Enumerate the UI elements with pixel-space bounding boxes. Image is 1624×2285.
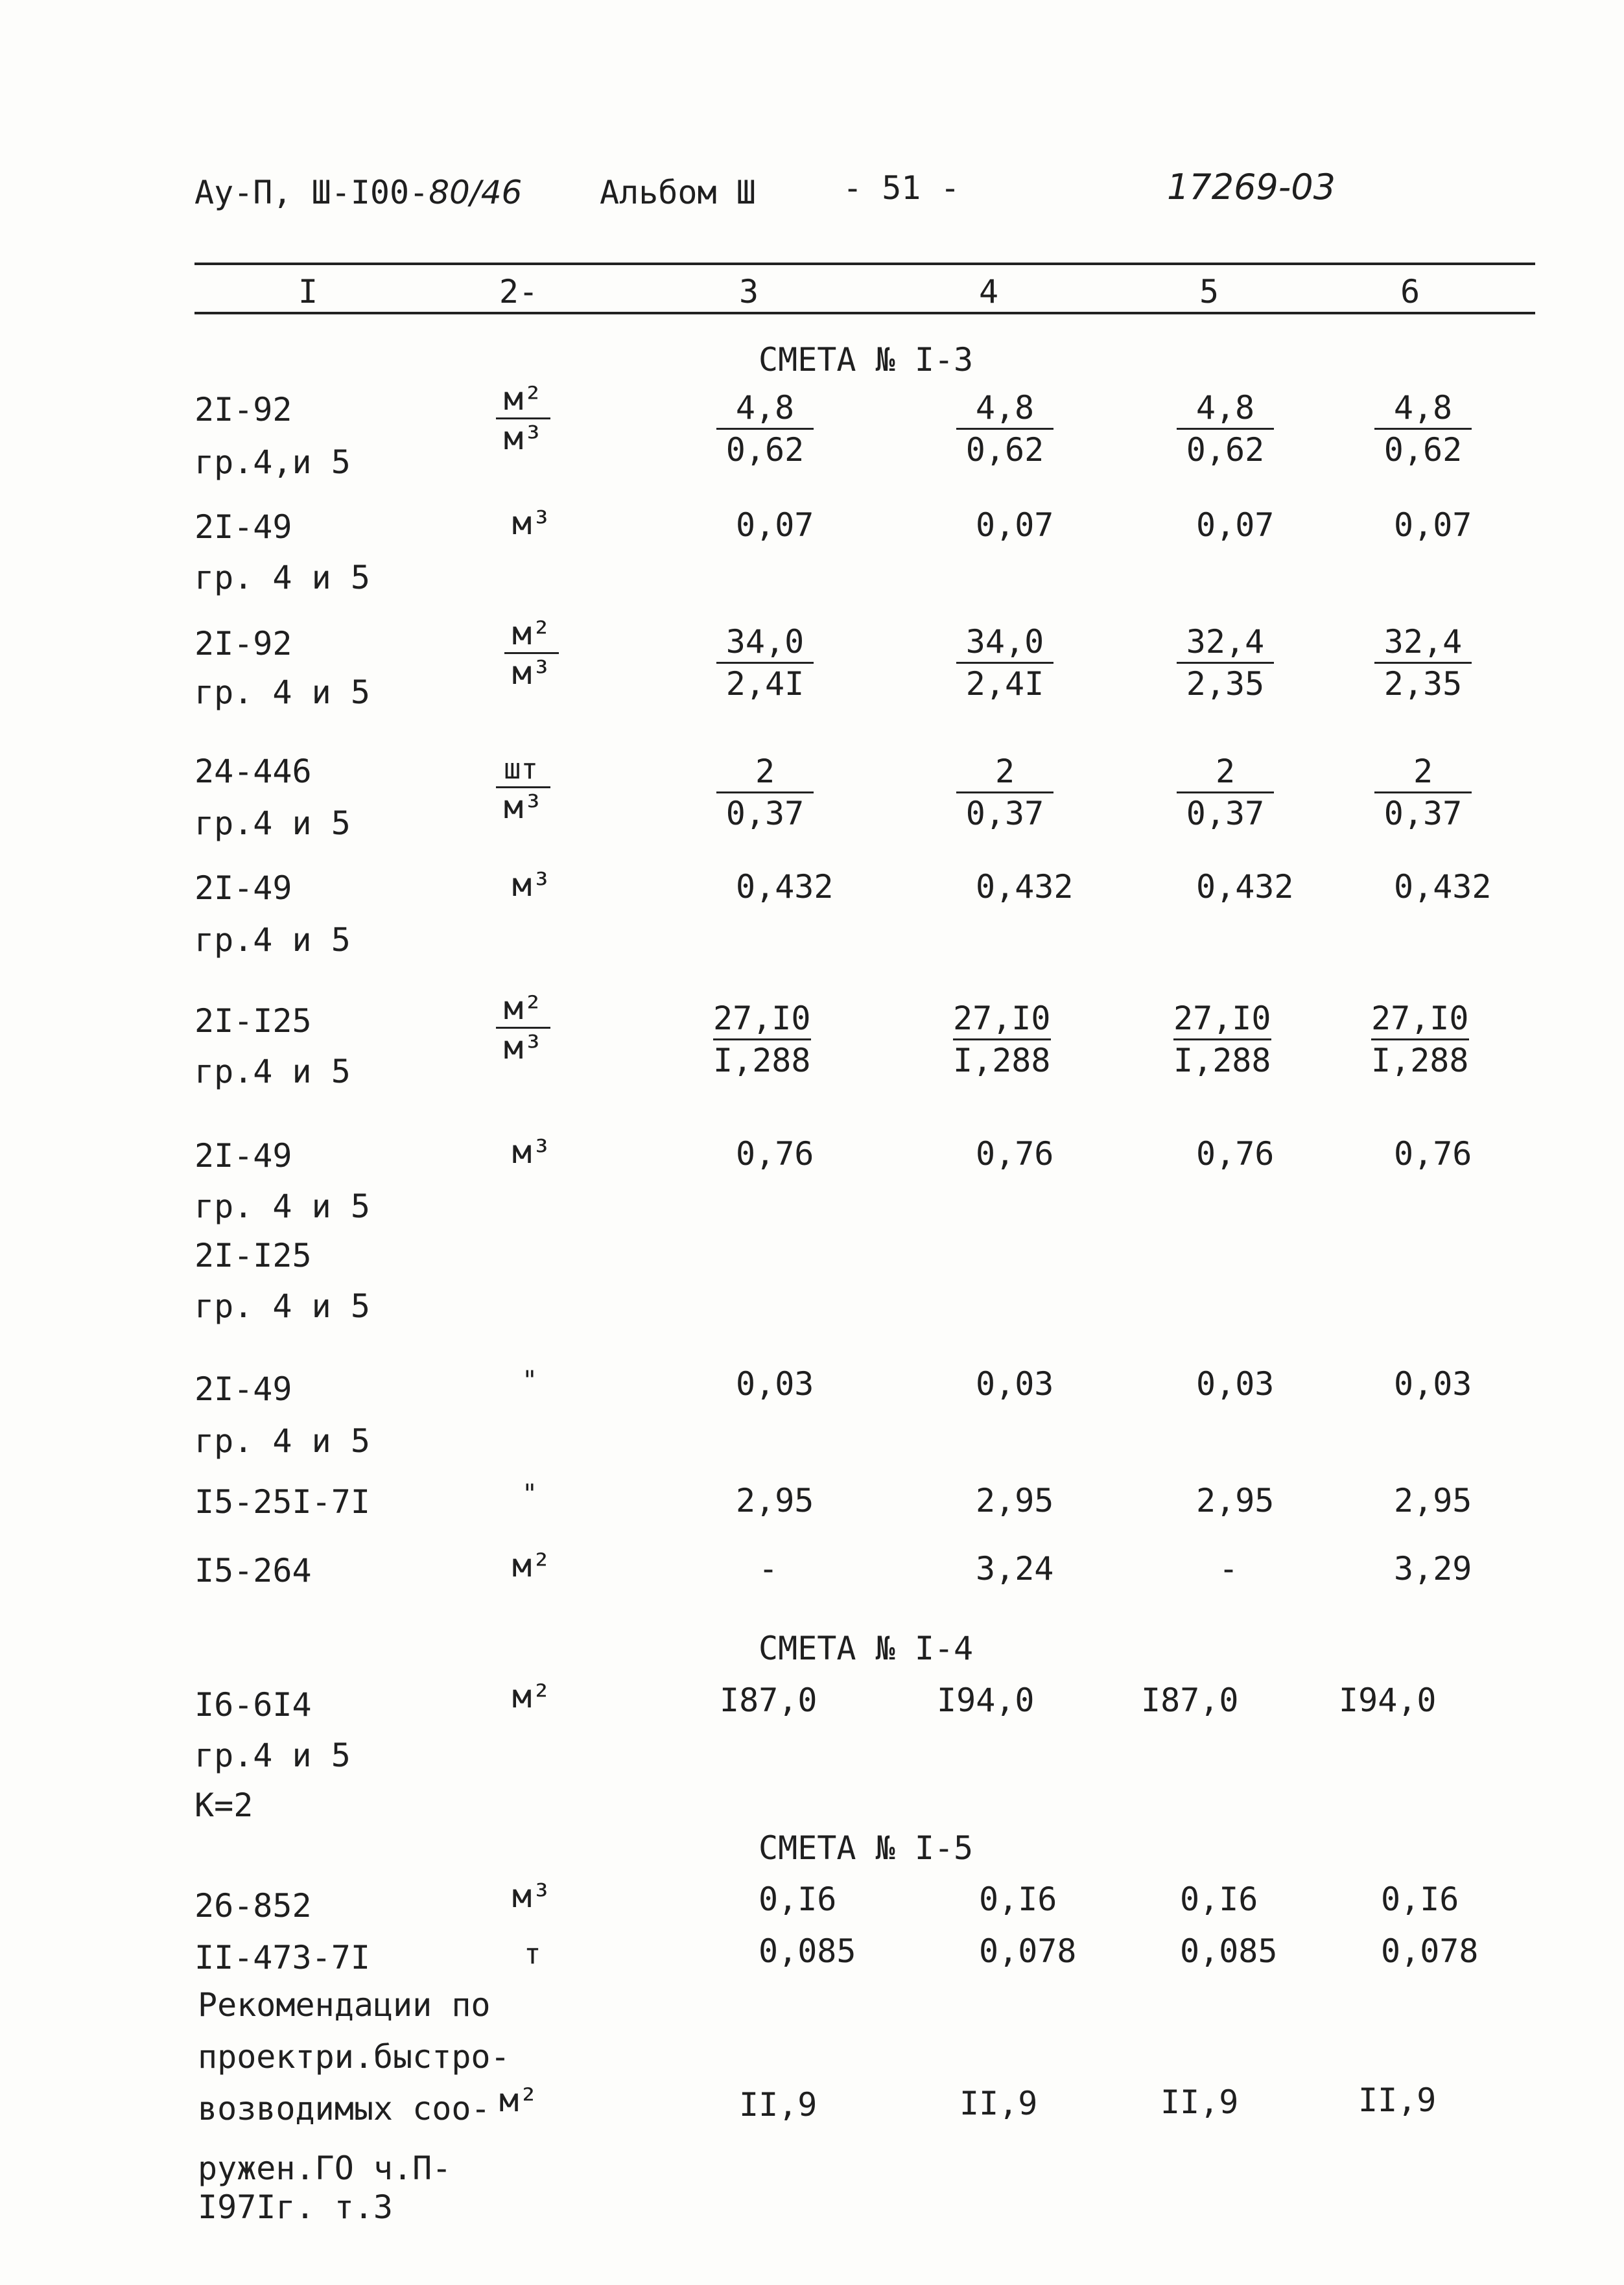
row-6-col4 [953, 1002, 1051, 1077]
section-title-smeta-1-4: СМЕТА № I-4 [759, 1630, 974, 1667]
row-7-col4: 0,76 [976, 1135, 1054, 1173]
row-1-col6-den: 0,62 [1383, 431, 1463, 469]
row-6-col6 [1371, 1002, 1469, 1077]
row-11-unit: м² [512, 1678, 552, 1715]
row-11-coefficient: К=2 [194, 1787, 253, 1824]
row-3-code: 2I-92 [194, 625, 292, 662]
row-13-col5: 0,085 [1180, 1932, 1278, 1970]
row-4-col5-den: 0,37 [1186, 795, 1265, 832]
doc-ref-handwritten: 80/46 [429, 174, 523, 211]
row-6-col5-den: I,288 [1173, 1042, 1271, 1079]
row-14-unit: м² [499, 2081, 539, 2119]
row-3-unit-num: м² [504, 617, 559, 654]
row-4-col4-den: 0,37 [965, 795, 1044, 832]
row-5-col3: 0,432 [736, 868, 834, 906]
document-code: 17269-03 [1167, 167, 1336, 207]
row-6-col6-num: 27,I0 [1371, 1002, 1469, 1040]
row-12-col3: 0,I6 [759, 1881, 837, 1918]
row-7-group: гр. 4 и 5 [194, 1188, 370, 1225]
row-6-col5-num: 27,I0 [1173, 1002, 1271, 1040]
row-5-col4: 0,432 [976, 868, 1074, 906]
row-3-unit-den: м³ [512, 654, 552, 692]
row-4-col5-num: 2 [1177, 755, 1274, 793]
row-13-col4: 0,078 [979, 1932, 1077, 1970]
row-2-col6: 0,07 [1394, 506, 1472, 544]
row-4-unit [496, 753, 550, 826]
row-6-unit [496, 989, 550, 1066]
row-8-group: гр. 4 и 5 [194, 1422, 370, 1460]
row-8-col6: 0,03 [1394, 1365, 1472, 1403]
row-4-col6-num: 2 [1374, 755, 1472, 793]
row-1-unit-num: м² [496, 382, 550, 419]
row-7-code: 2I-49 [194, 1137, 292, 1175]
row-14-col3: II,9 [739, 2086, 818, 2124]
row-6-col6-den: I,288 [1371, 1042, 1469, 1079]
row-4-code: 24-446 [194, 753, 312, 790]
row-14-line-5: I97Iг. т.3 [198, 2188, 394, 2226]
row-14-line-2: проектри.быстро- [198, 2038, 510, 2076]
row-4-col3-den: 0,37 [725, 795, 805, 832]
row-4-col4-num: 2 [956, 755, 1053, 793]
row-2-group: гр. 4 и 5 [194, 559, 370, 596]
row-9-col6: 2,95 [1394, 1482, 1472, 1519]
row-1-col3-num: 4,8 [716, 392, 814, 430]
row-1-group: гр.4,и 5 [194, 443, 351, 481]
row-1-col4-den: 0,62 [965, 431, 1044, 469]
section-title-smeta-1-3: СМЕТА № I-3 [759, 341, 974, 379]
row-3-col3 [716, 623, 814, 703]
column-header-3: 3 [738, 273, 759, 311]
row-4-unit-num: шт [496, 755, 550, 788]
row-6-col3-num: 27,I0 [713, 1002, 811, 1040]
row-5-group: гр.4 и 5 [194, 921, 351, 959]
row-10-col3: - [759, 1550, 779, 1588]
row-4-unit-den: м³ [504, 788, 543, 826]
row-11-col5: I87,0 [1141, 1682, 1239, 1719]
row-1-col5-num: 4,8 [1177, 392, 1274, 430]
row-2-col5: 0,07 [1196, 506, 1275, 544]
row-1-col3-den: 0,62 [725, 431, 805, 469]
row-10-unit: м² [512, 1547, 552, 1584]
row-5-unit: м³ [512, 866, 552, 904]
row-6-col5 [1173, 1002, 1271, 1077]
column-header-6: 6 [1400, 273, 1420, 311]
doc-ref-text: Ау-П, Ш-I00- [194, 174, 429, 211]
row-4-col6 [1374, 755, 1472, 830]
row-4-group: гр.4 и 5 [194, 804, 351, 842]
row-12-unit: м³ [512, 1877, 552, 1915]
row-8-col4: 0,03 [976, 1365, 1054, 1403]
row-1-col3 [716, 389, 814, 469]
row-7-col3: 0,76 [736, 1135, 814, 1173]
row-3-col5 [1177, 623, 1274, 703]
row-10-col6: 3,29 [1394, 1550, 1472, 1588]
row-10-col5: - [1219, 1550, 1239, 1588]
column-header-1: I [298, 273, 318, 311]
row-6-col4-num: 27,I0 [953, 1002, 1051, 1040]
row-5-code: 2I-49 [194, 869, 292, 907]
row-7-group-2: гр. 4 и 5 [194, 1287, 370, 1325]
row-6-unit-num: м² [496, 992, 550, 1029]
row-12-col4: 0,I6 [979, 1881, 1057, 1918]
row-3-unit [504, 615, 559, 692]
page-number: - 51 - [843, 169, 960, 207]
row-4-col6-den: 0,37 [1383, 795, 1463, 832]
row-1-code: 2I-92 [194, 391, 292, 428]
row-14-line-3: возводимых соо- [198, 2090, 491, 2127]
column-header-2: 2- [499, 273, 539, 311]
row-1-col6-num: 4,8 [1374, 392, 1472, 430]
row-11-group: гр.4 и 5 [194, 1737, 351, 1774]
row-9-col4: 2,95 [976, 1482, 1054, 1519]
row-1-col5 [1177, 389, 1274, 469]
row-4-col4 [956, 755, 1053, 830]
row-1-col5-den: 0,62 [1186, 431, 1265, 469]
row-1-unit [496, 380, 550, 457]
row-6-group: гр.4 и 5 [194, 1053, 351, 1090]
row-3-group: гр. 4 и 5 [194, 674, 370, 711]
row-3-col4-num: 34,0 [956, 626, 1053, 664]
row-14-line-4: ружен.ГО ч.П- [198, 2150, 452, 2187]
row-5-col5: 0,432 [1196, 868, 1294, 906]
document-reference [194, 176, 522, 209]
row-3-col6-den: 2,35 [1383, 665, 1463, 703]
row-2-col3: 0,07 [736, 506, 814, 544]
row-3-col3-den: 2,4I [725, 665, 805, 703]
row-1-col4-num: 4,8 [956, 392, 1053, 430]
row-13-col3: 0,085 [759, 1932, 856, 1970]
row-10-code: I5-264 [194, 1552, 312, 1589]
row-3-col4-den: 2,4I [965, 665, 1044, 703]
row-1-unit-den: м³ [504, 419, 543, 457]
row-11-col3: I87,0 [720, 1682, 818, 1719]
row-13-unit: т [524, 1938, 541, 1971]
row-8-unit-ditto: " [522, 1366, 538, 1396]
row-6-col3-den: I,288 [713, 1042, 811, 1079]
row-13-code: II-473-7I [194, 1939, 370, 1976]
row-10-col4: 3,24 [976, 1550, 1054, 1588]
section-title-smeta-1-5: СМЕТА № I-5 [759, 1829, 974, 1867]
row-3-col4 [956, 623, 1053, 703]
row-4-col3-num: 2 [716, 755, 814, 793]
row-12-code: 26-852 [194, 1887, 312, 1925]
row-2-code: 2I-49 [194, 508, 292, 546]
row-11-col4: I94,0 [937, 1682, 1035, 1719]
row-1-col6 [1374, 389, 1472, 469]
row-14-col5: II,9 [1160, 2083, 1239, 2121]
row-5-col6: 0,432 [1394, 868, 1492, 906]
row-3-col3-num: 34,0 [716, 626, 814, 664]
row-13-col6: 0,078 [1381, 1932, 1479, 1970]
album-label: Альбом Ш [600, 174, 756, 211]
row-7-code-2: 2I-I25 [194, 1237, 312, 1274]
row-14-col4: II,9 [959, 2085, 1038, 2122]
row-14-line-1: Рекомендации по [198, 1986, 491, 2024]
row-8-col3: 0,03 [736, 1365, 814, 1403]
row-6-unit-den: м³ [504, 1029, 543, 1066]
row-12-col5: 0,I6 [1180, 1881, 1258, 1918]
row-3-col5-num: 32,4 [1177, 626, 1274, 664]
row-7-col5: 0,76 [1196, 1135, 1275, 1173]
row-8-col5: 0,03 [1196, 1365, 1275, 1403]
row-3-col6 [1374, 623, 1472, 703]
row-6-col4-den: I,288 [953, 1042, 1051, 1079]
row-2-col4: 0,07 [976, 506, 1054, 544]
row-11-code: I6-6I4 [194, 1686, 312, 1724]
row-7-col6: 0,76 [1394, 1135, 1472, 1173]
row-9-unit-ditto: " [522, 1479, 538, 1509]
row-3-col5-den: 2,35 [1186, 665, 1265, 703]
row-12-col6: 0,I6 [1381, 1881, 1459, 1918]
table-header-rule [194, 312, 1535, 314]
table-top-rule [194, 263, 1535, 265]
row-9-col3: 2,95 [736, 1482, 814, 1519]
row-4-col3 [716, 755, 814, 830]
column-header-4: 4 [978, 273, 999, 311]
row-9-col5: 2,95 [1196, 1482, 1275, 1519]
row-9-code: I5-25I-7I [194, 1483, 370, 1521]
row-6-code: 2I-I25 [194, 1002, 312, 1040]
row-1-col4 [956, 389, 1053, 469]
row-11-col6: I94,0 [1339, 1682, 1437, 1719]
row-2-unit: м³ [512, 504, 552, 542]
row-7-unit: м³ [512, 1133, 552, 1171]
row-8-code: 2I-49 [194, 1370, 292, 1408]
row-4-col5 [1177, 755, 1274, 830]
column-header-5: 5 [1199, 273, 1219, 311]
row-6-col3 [713, 1002, 811, 1077]
row-3-col6-num: 32,4 [1374, 626, 1472, 664]
row-14-col6: II,9 [1358, 2081, 1437, 2119]
